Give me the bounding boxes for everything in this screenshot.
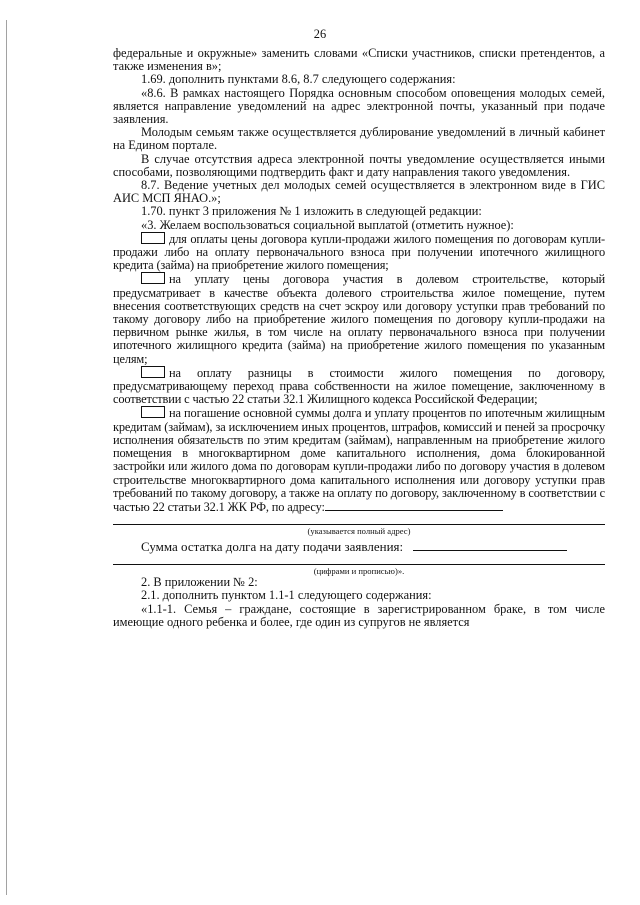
option-text: на погашение основной суммы долга и уплату процентов по ипотечным жилищным кредитам (займам), за исключением иных процентов, штрафов, комиссий и пеней за просрочку исполнения обязательств по этим кредитам (займам), направленным на приобретение жилого помещения в многоквартирном доме капитального исполнения, дома блокированной застройки или жилого дома по договорам купли-продажи либо по договору участия в долевом строительстве многоквартирного дома капитального исполнения или договору уступки прав требований по такому договору, а также на оплату по договору, заключенному в соответствии с частью 22 статьи 32.1 ЖК РФ, по адресу: <box>113 406 605 514</box>
debt-value-line <box>413 540 567 551</box>
paragraph: Молодым семьям также осуществляется дублирование уведомлений в личный кабинет на Едином портале. <box>113 125 605 153</box>
checkbox[interactable] <box>141 366 165 378</box>
option-text: для оплаты цены договора купли-продажи жилого помещения по договорам купли-продажи либо на оплату первоначального взноса при получении ипотечного жилищного кредита (займа) на приобретение жилого помещения; <box>113 231 605 273</box>
page-number: 26 <box>313 27 327 41</box>
checkbox[interactable] <box>141 272 165 284</box>
option-item <box>113 366 605 407</box>
option-text: на уплату цены договора участия в долевом строительстве, который предусматривает в качестве объекта долевого строительства жилое помещение, путем внесения соответствующих средств на счет эскроу или договору уступки прав требований по такому договору либо на приобретение жилого помещения по договору купли-продажи на первичном рынке жилья, в том числе на оплату первоначального взноса при получении ипотечного жилищного кредита (займа) на приобретение жилого помещения по указанным целям; <box>113 272 605 366</box>
checkbox[interactable] <box>141 406 165 418</box>
option-item <box>113 272 605 365</box>
paragraph: 1.70. пункт 3 приложения № 1 изложить в следующей редакции: <box>141 204 482 219</box>
debt-label: Сумма остатка долга на дату подачи заявления: <box>141 539 404 555</box>
amount-line <box>113 564 605 565</box>
debt-row <box>113 540 605 554</box>
paragraph: 1.69. дополнить пунктами 8.6, 8.7 следующего содержания: <box>141 72 456 87</box>
paragraph: федеральные и окружные» заменить словами «Списки участников, списки претендентов, а также изменения в»; <box>113 46 605 74</box>
option-item <box>113 406 605 514</box>
paragraph: 8.7. Ведение учетных дел молодых семей осуществляется в электронном виде в ГИС АИС МСП ЯНАО.»; <box>113 178 605 206</box>
address-inline-line <box>325 500 503 511</box>
paragraph: В случае отсутствия адреса электронной почты уведомление осуществляется иными способами, позволяющими подтвердить факт и дату направления такого уведомления. <box>113 151 605 179</box>
paragraph: 2. В приложении № 2: <box>141 575 258 590</box>
scan-edge-line <box>6 20 7 895</box>
paragraph: «1.1-1. Семья – граждане, состоящие в зарегистрированном браке, в том числе имеющие одного ребенка и более, где один из супругов не является <box>113 601 605 629</box>
address-line <box>113 524 605 525</box>
checkbox[interactable] <box>141 232 165 244</box>
paragraph: 2.1. дополнить пунктом 1.1-1 следующего содержания: <box>141 588 432 603</box>
amount-caption: (цифрами и прописью)». <box>313 566 405 577</box>
address-caption: (указывается полный адрес) <box>307 526 411 537</box>
option-item <box>113 232 605 273</box>
option-text: на оплату разницы в стоимости жилого помещения по договору, предусматривающему переход права собственности на жилое помещение, заключенному в соответствии с частью 22 статьи 32.1 Жилищного кодекса Российской Федерации; <box>113 365 605 407</box>
paragraph: «8.6. В рамках настоящего Порядка основным способом оповещения молодых семей, является направление уведомлений на адрес электронной почты, указанный при подаче заявления. <box>113 85 605 127</box>
paragraph: «3. Желаем воспользоваться социальной выплатой (отметить нужное): <box>141 217 514 232</box>
document-body <box>113 47 605 629</box>
